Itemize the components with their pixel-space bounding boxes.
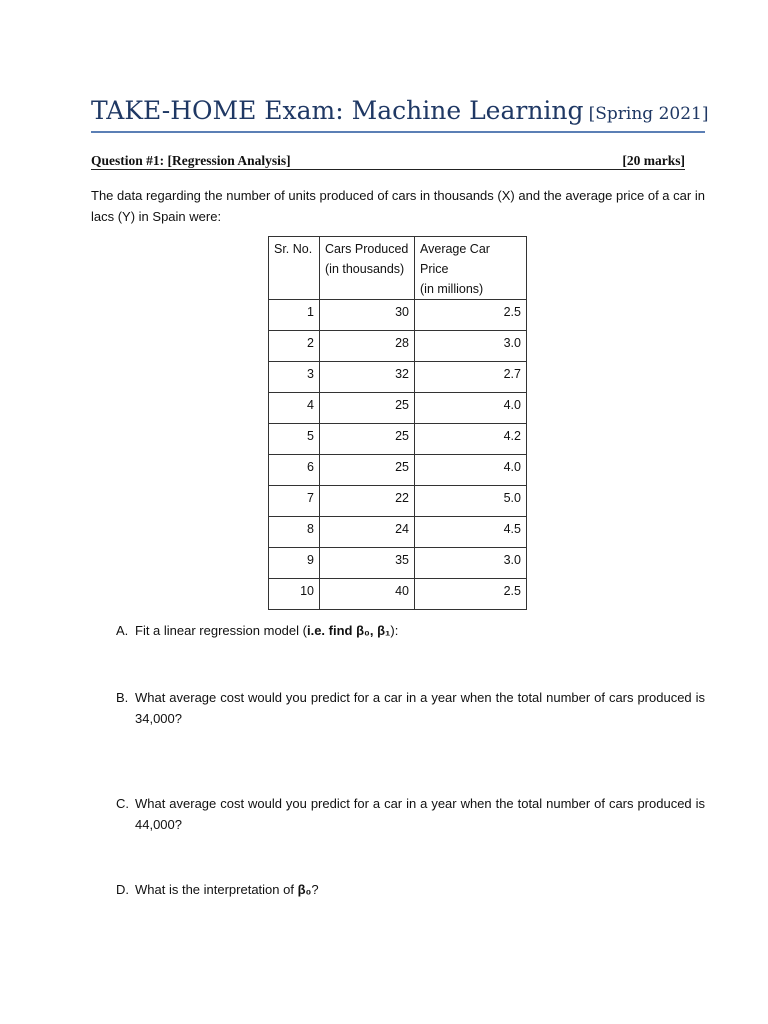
- cell-cars-produced: 25: [320, 393, 415, 424]
- cell-sr-no: 9: [269, 548, 320, 579]
- part-b-marker: B.: [116, 690, 129, 705]
- question-marks: [20 marks]: [622, 153, 685, 168]
- cell-cars-produced: 25: [320, 455, 415, 486]
- part-d-text: What is the interpretation of β₀?: [135, 882, 319, 897]
- cell-average-price: 4.2: [415, 424, 527, 455]
- cell-sr-no: 3: [269, 362, 320, 393]
- table-row: [269, 517, 527, 548]
- data-table: [268, 236, 527, 610]
- cell-average-price: 3.0: [415, 548, 527, 579]
- exam-title: TAKE-HOME Exam: Machine Learning: [91, 96, 584, 125]
- cell-average-price: 4.0: [415, 455, 527, 486]
- cell-sr-no: 8: [269, 517, 320, 548]
- cell-cars-produced: 22: [320, 486, 415, 517]
- cell-cars-produced: 28: [320, 331, 415, 362]
- header-average-car-price: Average Car Price (in millions): [415, 237, 527, 300]
- part-b-text: What average cost would you predict for a car in a year when the total number of cars produced is 34,000?: [135, 690, 705, 726]
- question-label: Question #1: [Regression Analysis]: [91, 153, 291, 168]
- cell-cars-produced: 30: [320, 300, 415, 331]
- page-title: [91, 94, 709, 131]
- part-c-marker: C.: [116, 796, 129, 811]
- cell-cars-produced: 24: [320, 517, 415, 548]
- cell-average-price: 5.0: [415, 486, 527, 517]
- cell-cars-produced: 40: [320, 579, 415, 610]
- cell-average-price: 3.0: [415, 331, 527, 362]
- table-row: [269, 486, 527, 517]
- cell-average-price: 4.0: [415, 393, 527, 424]
- cell-cars-produced: 35: [320, 548, 415, 579]
- cell-average-price: 2.5: [415, 300, 527, 331]
- question-intro: The data regarding the number of units produced of cars in thousands (X) and the average price of a car in lacs (Y) in Spain were:: [91, 188, 705, 224]
- table-row: [269, 424, 527, 455]
- part-a-marker: A.: [116, 623, 129, 638]
- part-d-marker: D.: [116, 882, 129, 897]
- cell-sr-no: 2: [269, 331, 320, 362]
- table-row: [269, 393, 527, 424]
- question-part-a: [116, 620, 705, 641]
- table-row: [269, 548, 527, 579]
- cell-sr-no: 7: [269, 486, 320, 517]
- table-header-row: [269, 237, 527, 300]
- question-heading: [91, 152, 685, 170]
- cell-average-price: 2.7: [415, 362, 527, 393]
- header-sr-no: Sr. No.: [269, 237, 320, 300]
- header-cars-produced: Cars Produced (in thousands): [320, 237, 415, 300]
- cell-average-price: 4.5: [415, 517, 527, 548]
- part-c-text: What average cost would you predict for a car in a year when the total number of cars produced is 44,000?: [135, 796, 705, 832]
- question-part-b: [116, 687, 705, 729]
- table-row: [269, 300, 527, 331]
- cell-cars-produced: 32: [320, 362, 415, 393]
- cell-sr-no: 5: [269, 424, 320, 455]
- cell-sr-no: 1: [269, 300, 320, 331]
- question-part-c: [116, 793, 705, 835]
- question-part-d: [116, 879, 705, 900]
- cell-sr-no: 10: [269, 579, 320, 610]
- table-row: [269, 455, 527, 486]
- cell-sr-no: 6: [269, 455, 320, 486]
- part-a-text: Fit a linear regression model (i.e. find β₀, β₁):: [135, 623, 399, 638]
- exam-term: [Spring 2021]: [588, 104, 709, 124]
- cell-cars-produced: 25: [320, 424, 415, 455]
- cell-sr-no: 4: [269, 393, 320, 424]
- table-row: [269, 331, 527, 362]
- table-row: [269, 579, 527, 610]
- table-row: [269, 362, 527, 393]
- cell-average-price: 2.5: [415, 579, 527, 610]
- title-divider: [91, 131, 705, 133]
